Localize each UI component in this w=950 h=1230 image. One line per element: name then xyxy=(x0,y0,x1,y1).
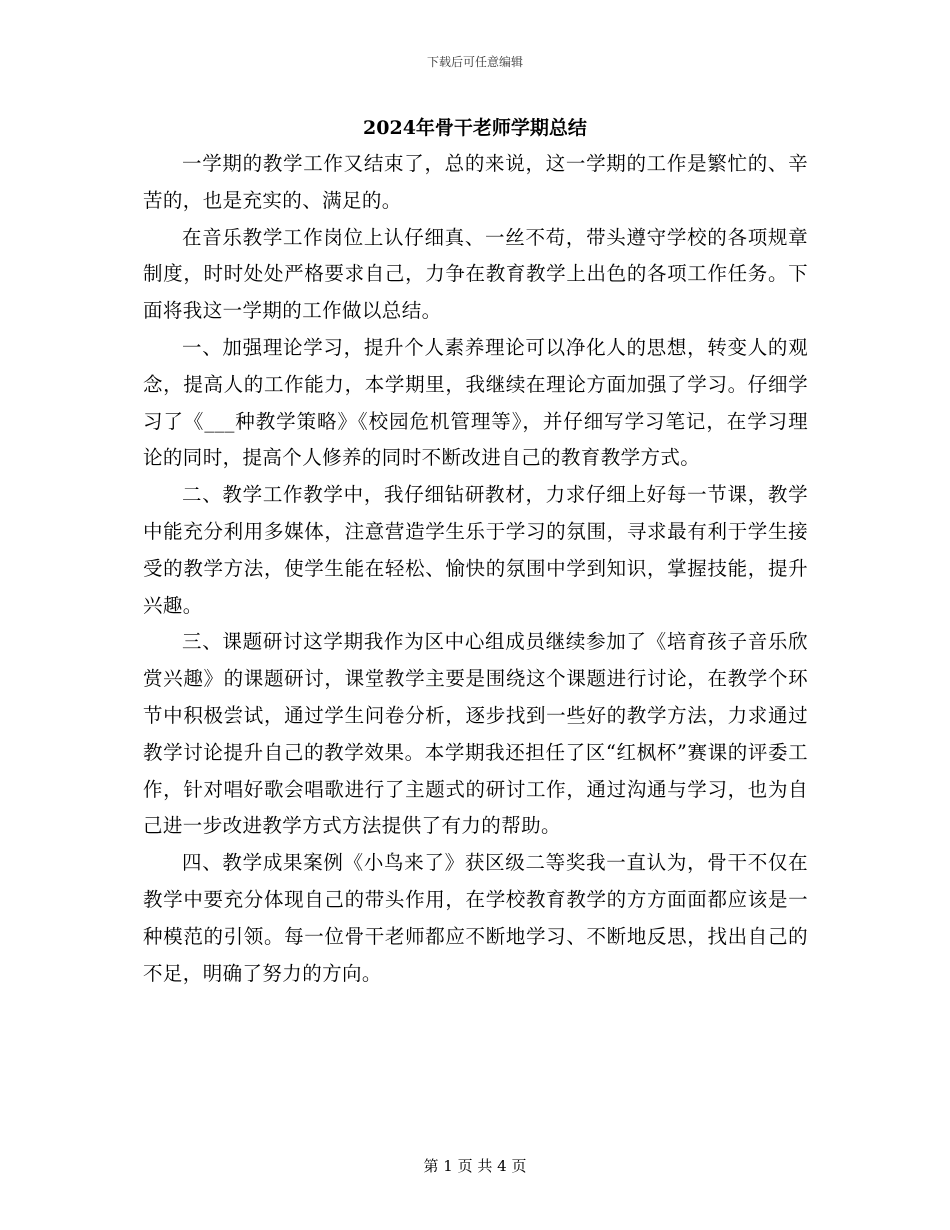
paragraph-achievements: 四、教学成果案例《小鸟来了》获区级二等奖我一直认为，骨干不仅在教学中要充分体现自己的带头作用，在学校教育教学的方方面面都应该是一种模范的引领。每一位骨干老师都应不断地学习、不断地反思，找出自己的不足，明确了努力的方向。 xyxy=(143,851,808,985)
paragraph-teaching-work: 二、教学工作教学中，我仔细钻研教材，力求仔细上好每一节课，教学中能充分利用多媒体，注意营造学生乐于学习的氛围，寻求最有利于学生接受的教学方法，使学生能在轻松、愉快的氛围中学到知识，掌握技能，提升兴趣。 xyxy=(143,483,808,617)
document-body xyxy=(143,146,808,992)
page-header-note: 下载后可任意编辑 xyxy=(426,55,523,69)
paragraph-position: 在音乐教学工作岗位上认仔细真、一丝不苟，带头遵守学校的各项规章制度，时时处处严格要求自己，力争在教育教学上出色的各项工作任务。下面将我这一学期的工作做以总结。 xyxy=(143,225,808,323)
document-title: 2024年骨干老师学期总结 xyxy=(363,117,587,139)
paragraph-theory-study: 一、加强理论学习，提升个人素养理论可以净化人的思想，转变人的观念，提高人的工作能力，本学期里，我继续在理论方面加强了学习。仔细学习了《___种教学策略》《校园危机管理等》，并仔细写学习笔记，在学习理论的同时，提高个人修养的同时不断改进自己的教育教学方式。 xyxy=(143,335,808,470)
paragraph-intro: 一学期的教学工作又结束了，总的来说，这一学期的工作是繁忙的、辛苦的，也是充实的、满足的。 xyxy=(143,152,808,212)
paragraph-research: 三、课题研讨这学期我作为区中心组成员继续参加了《培育孩子音乐欣赏兴趣》的课题研讨，课堂教学主要是围绕这个课题进行讨论，在教学个环节中积极尝试，通过学生问卷分析，逐步找到一些好的教学方法，力求通过教学讨论提升自己的教学效果。本学期我还担任了区“红枫杯”赛课的评委工作，针对唱好歌会唱歌进行了主题式的研讨工作，通过沟通与学习，也为自己进一步改进教学方式方法提供了有力的帮助。 xyxy=(143,630,808,838)
page-number-footer: 第 1 页 共 4 页 xyxy=(423,1157,527,1175)
